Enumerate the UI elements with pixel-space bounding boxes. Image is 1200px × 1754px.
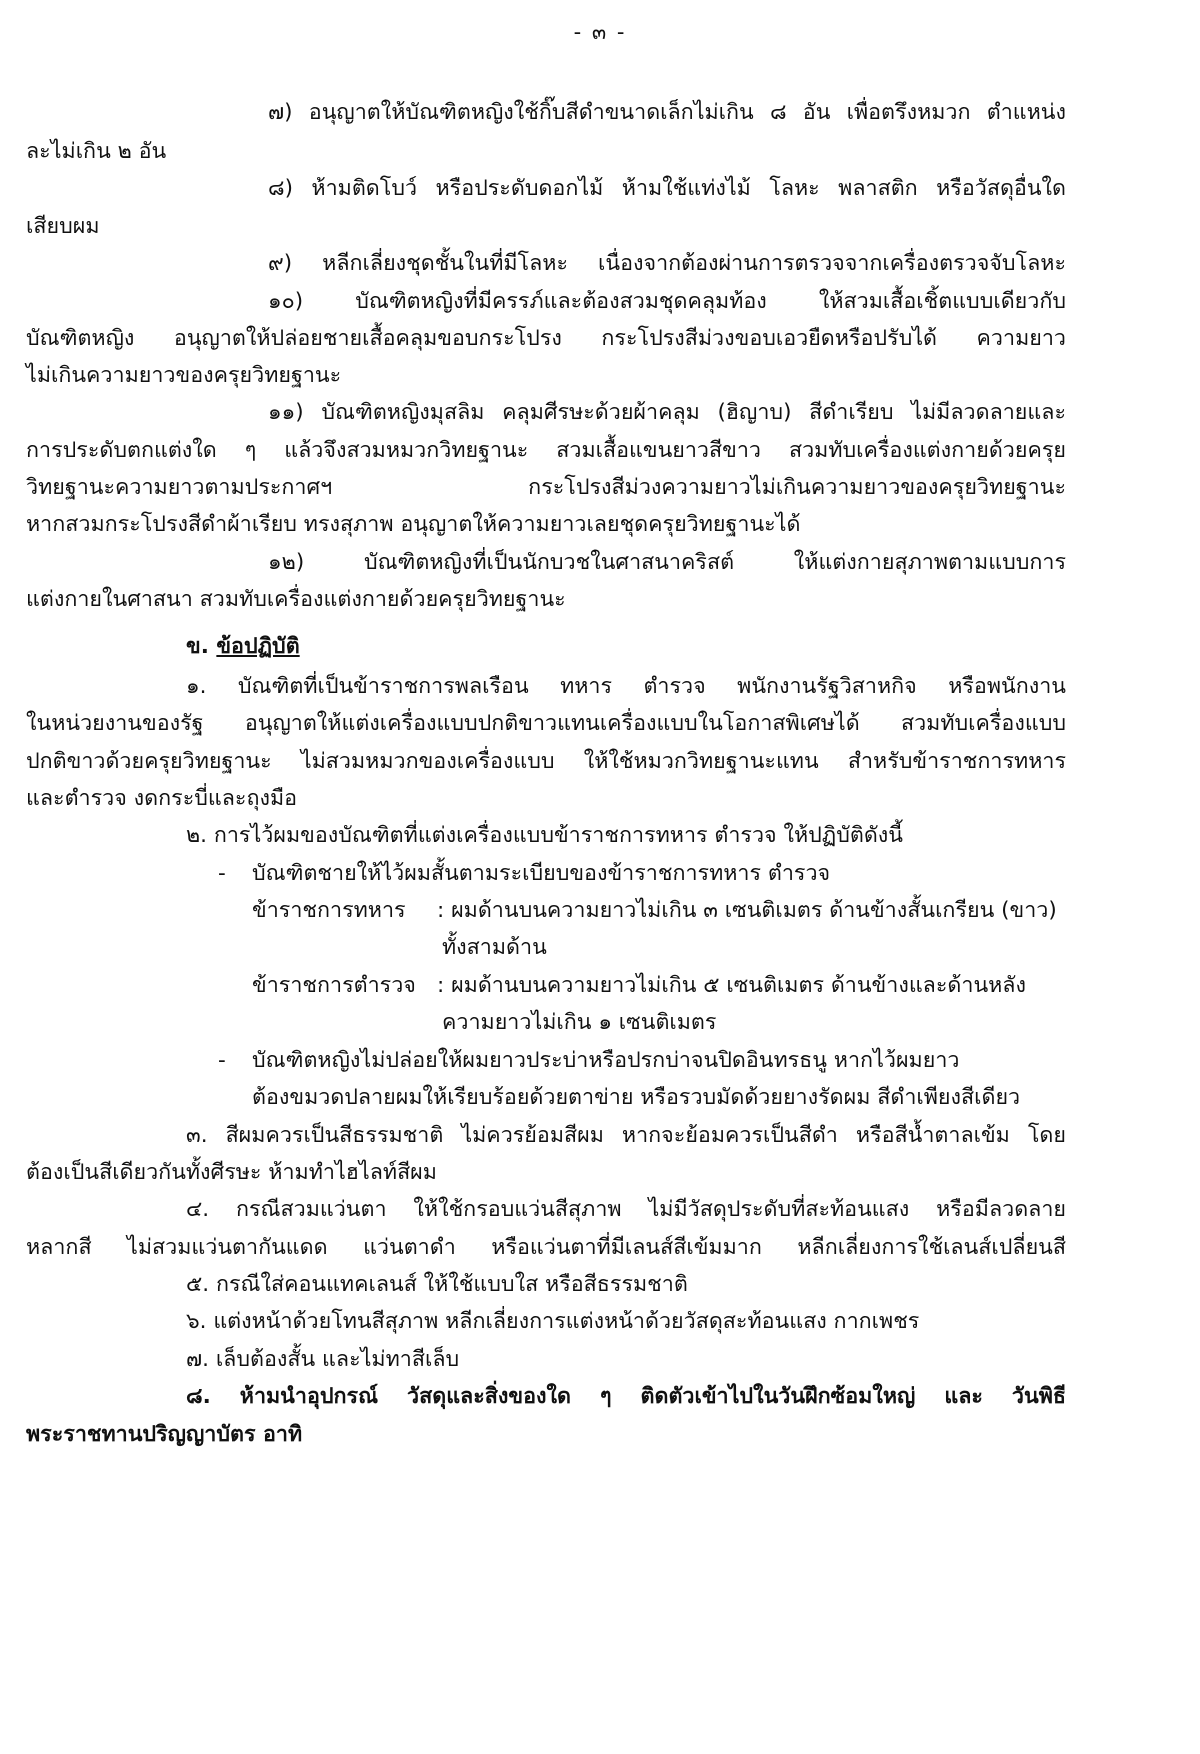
practice-1-line-4: และตำรวจ งดกระบี่และถุงมือ	[26, 786, 298, 811]
bullet-dash-male: -	[218, 861, 226, 886]
section-b-prefix: ข.	[186, 634, 217, 659]
police-rule-text: : ผมด้านบนความยาวไม่เกิน ๕ เซนติเมตร ด้านข้างและด้านหลัง	[437, 973, 1026, 998]
item-10-line-1: ๑๐) บัณฑิตหญิงที่มีครรภ์และต้องสวมชุดคลุมท้อง ให้สวมเสื้อเชิ้ตแบบเดียวกับ	[268, 289, 1066, 314]
practice-2-line: ๒. การไว้ผมของบัณฑิตที่แต่งเครื่องแบบข้าราชการทหาร ตำรวจ ให้ปฏิบัติดังนี้	[186, 823, 904, 848]
practice-6-line: ๖. แต่งหน้าด้วยโทนสีสุภาพ หลีกเลี่ยงการแต่งหน้าด้วยวัสดุสะท้อนแสง กากเพชร	[186, 1309, 920, 1334]
military-label: ข้าราชการทหาร	[252, 898, 406, 923]
item-9-line: ๙) หลีกเลี่ยงชุดชั้นในที่มีโลหะ เนื่องจากต้องผ่านการตรวจจากเครื่องตรวจจับโลหะ	[268, 251, 1066, 276]
military-rule-line-2: ทั้งสามด้าน	[442, 935, 547, 960]
police-label: ข้าราชการตำรวจ	[252, 973, 416, 998]
section-b-title: ข้อปฏิบัติ	[216, 634, 300, 659]
female-hair-rule-line-1: บัณฑิตหญิงไม่ปล่อยให้ผมยาวประบ่าหรือปรกบ่าจนปิดอินทรธนู หากไว้ผมยาว	[252, 1048, 960, 1073]
practice-8-line-1: ๘. ห้ามนำอุปกรณ์ วัสดุและสิ่งของใด ๆ ติดตัวเข้าไปในวันฝึกซ้อมใหญ่ และ วันพิธี	[186, 1384, 1066, 1409]
practice-4-line-1: ๔. กรณีสวมแว่นตา ให้ใช้กรอบแว่นสีสุภาพ ไม่มีวัสดุประดับที่สะท้อนแสง หรือมีลวดลาย	[186, 1197, 1066, 1222]
item-7-line-2: ละไม่เกิน ๒ อัน	[26, 139, 167, 164]
item-8-line-2: เสียบผม	[26, 214, 100, 239]
practice-3-line-2: ต้องเป็นสีเดียวกันทั้งศีรษะ ห้ามทำไฮไลท์สีผม	[26, 1160, 437, 1185]
practice-4-line-2: หลากสี ไม่สวมแว่นตากันแดด แว่นตาดำ หรือแว่นตาที่มีเลนส์สีเข้มมาก หลีกเลี่ยงการใช้เลนส์เปลี่ยนสี	[26, 1235, 1066, 1260]
military-hair-rule	[252, 896, 1057, 926]
section-b-heading	[186, 632, 300, 662]
practice-8-line-2: พระราชทานปริญญาบัตร อาทิ	[26, 1422, 303, 1447]
item-7-line-1: ๗) อนุญาตให้บัณฑิตหญิงใช้กิ๊บสีดำขนาดเล็กไม่เกิน ๘ อัน เพื่อตรึงหมวก ตำแหน่ง	[268, 100, 1066, 125]
practice-1-line-1: ๑. บัณฑิตที่เป็นข้าราชการพลเรือน ทหาร ตำรวจ พนักงานรัฐวิสาหกิจ หรือพนักงาน	[186, 674, 1066, 699]
item-11-line-3: วิทยฐานะความยาวตามประกาศฯ กระโปรงสีม่วงความยาวไม่เกินความยาวของครุยวิทยฐานะ	[26, 475, 1066, 500]
police-hair-rule	[252, 971, 1026, 1001]
practice-1-line-3: ปกติขาวด้วยครุยวิทยฐานะ ไม่สวมหมวกของเครื่องแบบ ให้ใช้หมวกวิทยฐานะแทน สำหรับข้าราชการทหาร	[26, 749, 1066, 774]
item-11-line-2: การประดับตกแต่งใด ๆ แล้วจึงสวมหมวกวิทยฐานะ สวมเสื้อแขนยาวสีขาว สวมทับเครื่องแต่งกายด้วยครุย	[26, 438, 1066, 463]
practice-1-line-2: ในหน่วยงานของรัฐ อนุญาตให้แต่งเครื่องแบบปกติขาวแทนเครื่องแบบในโอกาสพิเศษได้ สวมทับเครื่องแบบ	[26, 711, 1066, 736]
item-12-line-2: แต่งกายในศาสนา สวมทับเครื่องแต่งกายด้วยครุยวิทยฐานะ	[26, 587, 566, 612]
page-number: - ๓ -	[573, 20, 627, 44]
item-12-line-1: ๑๒) บัณฑิตหญิงที่เป็นนักบวชในศาสนาคริสต์ ให้แต่งกายสุภาพตามแบบการ	[268, 550, 1066, 575]
military-rule-text: : ผมด้านบนความยาวไม่เกิน ๓ เซนติเมตร ด้านข้างสั้นเกรียน (ขาว)	[437, 898, 1057, 923]
item-11-line-1: ๑๑) บัณฑิตหญิงมุสลิม คลุมศีรษะด้วยผ้าคลุม (ฮิญาบ) สีดำเรียบ ไม่มีลวดลายและ	[268, 400, 1066, 425]
practice-3-line-1: ๓. สีผมควรเป็นสีธรรมชาติ ไม่ควรย้อมสีผม หากจะย้อมควรเป็นสีดำ หรือสีน้ำตาลเข้ม โดย	[186, 1123, 1066, 1148]
item-10-line-2: บัณฑิตหญิง อนุญาตให้ปล่อยชายเสื้อคลุมขอบกระโปรง กระโปรงสีม่วงขอบเอวยืดหรือปรับได้ ความยาว	[26, 326, 1066, 351]
practice-5-line: ๕. กรณีใส่คอนแทคเลนส์ ให้ใช้แบบใส หรือสีธรรมชาติ	[186, 1272, 688, 1297]
male-hair-rule: บัณฑิตชายให้ไว้ผมสั้นตามระเบียบของข้าราชการทหาร ตำรวจ	[252, 861, 831, 886]
item-10-line-3: ไม่เกินความยาวของครุยวิทยฐานะ	[26, 363, 342, 388]
bullet-dash-female: -	[218, 1048, 226, 1073]
practice-7-line: ๗. เล็บต้องสั้น และไม่ทาสีเล็บ	[186, 1347, 460, 1372]
police-rule-line-2: ความยาวไม่เกิน ๑ เซนติเมตร	[442, 1010, 717, 1035]
item-11-line-4: หากสวมกระโปรงสีดำผ้าเรียบ ทรงสุภาพ อนุญาตให้ความยาวเลยชุดครุยวิทยฐานะได้	[26, 512, 801, 537]
female-hair-rule-line-2: ต้องขมวดปลายผมให้เรียบร้อยด้วยตาข่าย หรือรวบมัดด้วยยางรัดผม สีดำเพียงสีเดียว	[252, 1085, 1021, 1110]
item-8-line-1: ๘) ห้ามติดโบว์ หรือประดับดอกไม้ ห้ามใช้แท่งไม้ โลหะ พลาสติก หรือวัสดุอื่นใด	[268, 176, 1066, 201]
